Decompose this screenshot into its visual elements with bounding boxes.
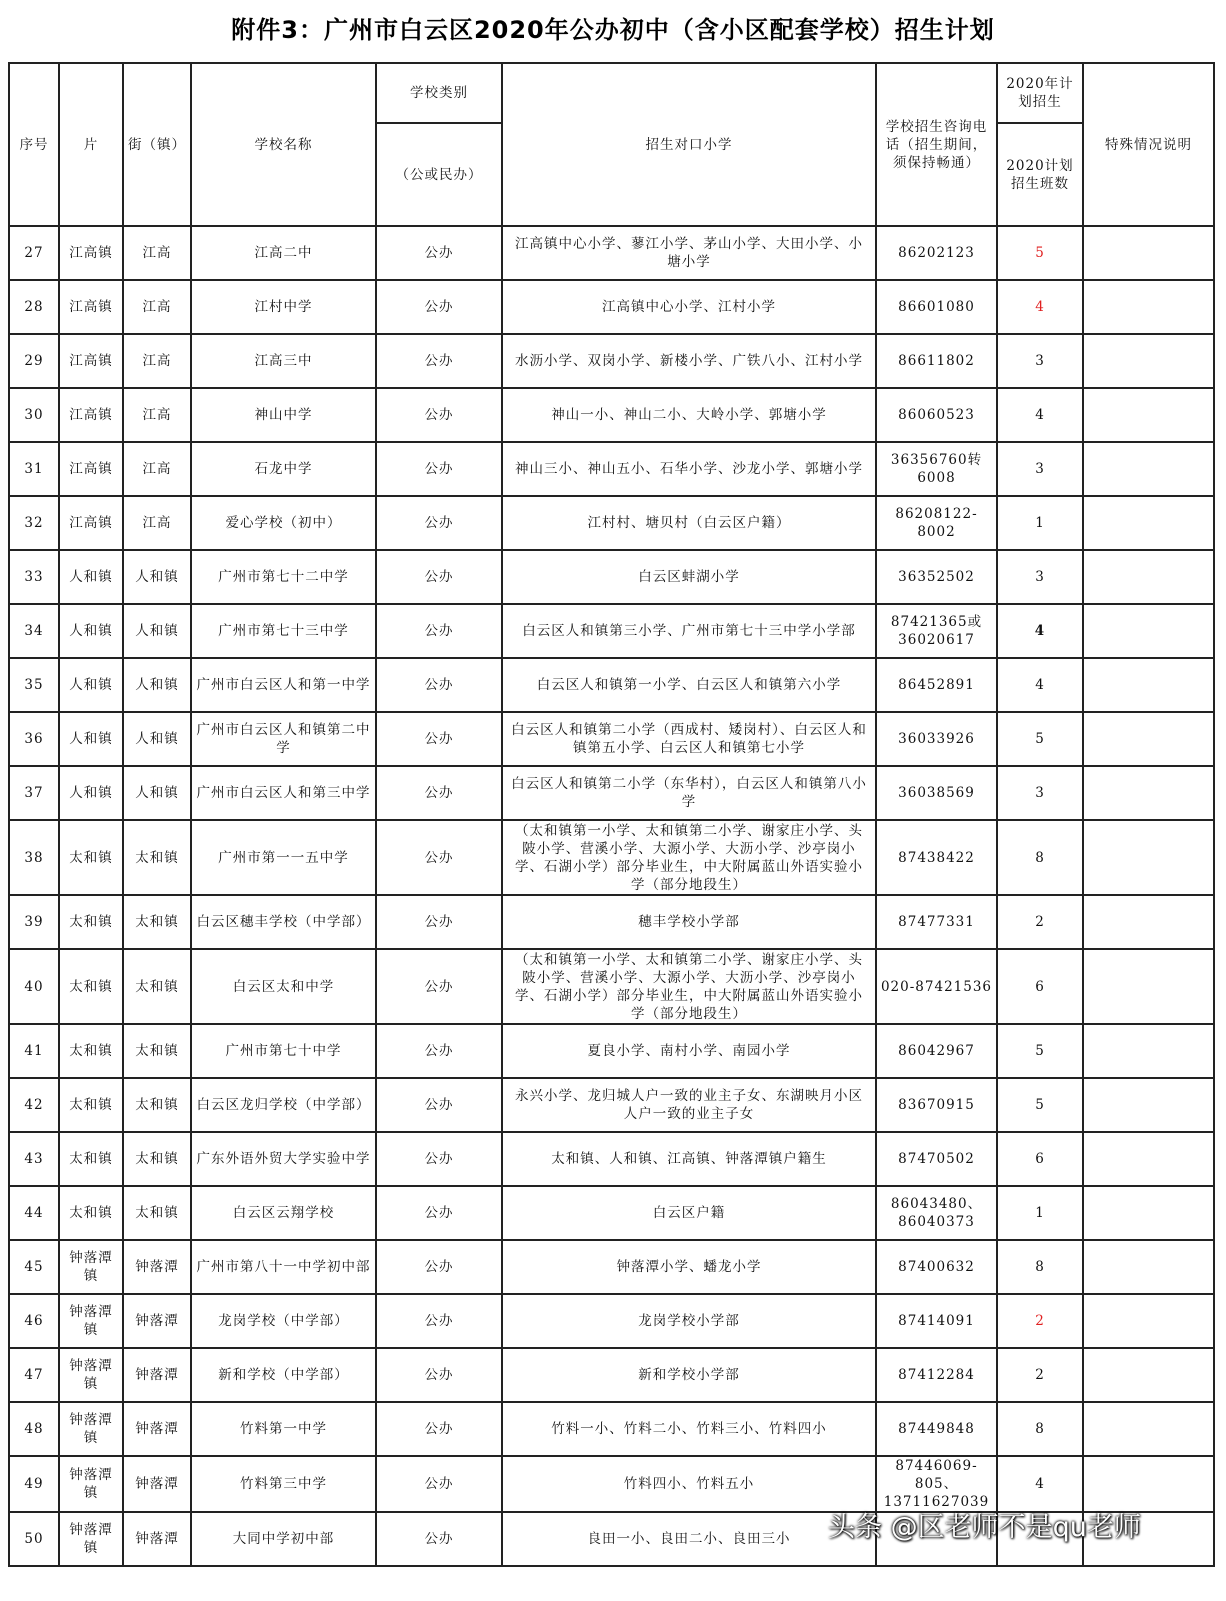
cell-street: 江高 (123, 442, 191, 496)
cell-school-name: 竹料第三中学 (191, 1456, 376, 1512)
cell-street: 太和镇 (123, 820, 191, 895)
cell-feeder: 钟落潭小学、蟠龙小学 (502, 1240, 876, 1294)
cell-school-type: 公办 (376, 895, 502, 949)
cell-note (1083, 1024, 1214, 1078)
table-row (9, 1294, 1214, 1348)
cell-classes: 3 (997, 766, 1083, 820)
cell-area: 太和镇 (59, 1186, 123, 1240)
cell-classes: 4 (997, 604, 1083, 658)
cell-phone: 87414091 (876, 1294, 997, 1348)
cell-phone: 86060523 (876, 388, 997, 442)
header-notes: 特殊情况说明 (1083, 63, 1214, 226)
cell-school-type: 公办 (376, 949, 502, 1024)
cell-school-name: 白云区云翔学校 (191, 1186, 376, 1240)
cell-phone: 86611802 (876, 334, 997, 388)
cell-feeder: 江高镇中心小学、蓼江小学、茅山小学、大田小学、小塘小学 (502, 226, 876, 280)
cell-school-name: 江村中学 (191, 280, 376, 334)
cell-phone: 86601080 (876, 280, 997, 334)
cell-street: 人和镇 (123, 766, 191, 820)
cell-classes: 4 (997, 1456, 1083, 1512)
table-row (9, 604, 1214, 658)
cell-area: 江高镇 (59, 388, 123, 442)
cell-feeder: 江高镇中心小学、江村小学 (502, 280, 876, 334)
table-row (9, 388, 1214, 442)
cell-school-name: 白云区龙归学校（中学部） (191, 1078, 376, 1132)
header-phone: 学校招生咨询电话（招生期间，须保持畅通） (876, 63, 997, 226)
cell-classes: 8 (997, 820, 1083, 895)
cell-school-type: 公办 (376, 550, 502, 604)
cell-school-type: 公办 (376, 820, 502, 895)
cell-school-type: 公办 (376, 1294, 502, 1348)
cell-phone: 87421365或36020617 (876, 604, 997, 658)
cell-feeder: 竹料一小、竹料二小、竹料三小、竹料四小 (502, 1402, 876, 1456)
cell-school-type: 公办 (376, 1186, 502, 1240)
cell-seq: 27 (9, 226, 59, 280)
cell-street: 江高 (123, 496, 191, 550)
cell-school-type: 公办 (376, 496, 502, 550)
cell-area: 太和镇 (59, 1078, 123, 1132)
cell-phone: 36356760转6008 (876, 442, 997, 496)
header-school-type-sub: （公或民办） (376, 123, 502, 226)
cell-seq: 39 (9, 895, 59, 949)
cell-school-type: 公办 (376, 226, 502, 280)
cell-feeder: （太和镇第一小学、太和镇第二小学、谢家庄小学、头陂小学、营溪小学、大源小学、大沥小学、沙亭岗小学、石湖小学）部分毕业生，中大附属蓝山外语实验小学（部分地段生） (502, 949, 876, 1024)
cell-seq: 33 (9, 550, 59, 604)
header-plan: 2020年计划招生 (997, 63, 1083, 123)
cell-feeder: 竹料四小、竹料五小 (502, 1456, 876, 1512)
table-row (9, 1078, 1214, 1132)
header-seq: 序号 (9, 63, 59, 226)
cell-classes: 3 (997, 550, 1083, 604)
cell-area: 人和镇 (59, 550, 123, 604)
cell-school-type: 公办 (376, 1132, 502, 1186)
cell-seq: 38 (9, 820, 59, 895)
cell-seq: 37 (9, 766, 59, 820)
cell-phone: 87470502 (876, 1132, 997, 1186)
table-row (9, 1240, 1214, 1294)
cell-feeder: 良田一小、良田二小、良田三小 (502, 1512, 876, 1566)
cell-street: 江高 (123, 226, 191, 280)
cell-note (1083, 1186, 1214, 1240)
cell-street: 钟落潭 (123, 1456, 191, 1512)
cell-area: 江高镇 (59, 442, 123, 496)
cell-classes: 4 (997, 658, 1083, 712)
cell-street: 太和镇 (123, 1186, 191, 1240)
cell-area: 钟落潭镇 (59, 1348, 123, 1402)
cell-note (1083, 1240, 1214, 1294)
cell-note (1083, 895, 1214, 949)
cell-classes: 2 (997, 1294, 1083, 1348)
cell-school-type: 公办 (376, 1078, 502, 1132)
cell-classes: 4 (997, 280, 1083, 334)
cell-area: 太和镇 (59, 949, 123, 1024)
cell-street: 钟落潭 (123, 1240, 191, 1294)
cell-school-type: 公办 (376, 658, 502, 712)
table-row (9, 442, 1214, 496)
cell-feeder: 江村村、塘贝村（白云区户籍） (502, 496, 876, 550)
cell-school-name: 爱心学校（初中） (191, 496, 376, 550)
cell-school-name: 广州市白云区人和第三中学 (191, 766, 376, 820)
cell-phone: 87438422 (876, 820, 997, 895)
cell-phone: 86208122-8002 (876, 496, 997, 550)
cell-school-type: 公办 (376, 334, 502, 388)
cell-phone: 86043480、86040373 (876, 1186, 997, 1240)
cell-feeder: 白云区人和镇第一小学、白云区人和镇第六小学 (502, 658, 876, 712)
cell-seq: 48 (9, 1402, 59, 1456)
cell-school-type: 公办 (376, 1456, 502, 1512)
page-title: 附件3：广州市白云区2020年公办初中（含小区配套学校）招生计划 (231, 16, 995, 44)
header-school-name: 学校名称 (191, 63, 376, 226)
cell-seq: 34 (9, 604, 59, 658)
cell-seq: 36 (9, 712, 59, 766)
cell-street: 钟落潭 (123, 1402, 191, 1456)
cell-area: 钟落潭镇 (59, 1294, 123, 1348)
cell-school-name: 新和学校（中学部） (191, 1348, 376, 1402)
cell-street: 太和镇 (123, 949, 191, 1024)
cell-seq: 44 (9, 1186, 59, 1240)
cell-feeder: 白云区蚌湖小学 (502, 550, 876, 604)
cell-phone: 87400632 (876, 1240, 997, 1294)
cell-feeder: 龙岗学校小学部 (502, 1294, 876, 1348)
cell-feeder: 神山三小、神山五小、石华小学、沙龙小学、郭塘小学 (502, 442, 876, 496)
cell-seq: 29 (9, 334, 59, 388)
cell-note (1083, 1402, 1214, 1456)
cell-seq: 28 (9, 280, 59, 334)
cell-note (1083, 604, 1214, 658)
cell-classes: 3 (997, 442, 1083, 496)
cell-feeder: 白云区人和镇第二小学（东华村），白云区人和镇第八小学 (502, 766, 876, 820)
cell-school-name: 竹料第一中学 (191, 1402, 376, 1456)
cell-note (1083, 766, 1214, 820)
cell-classes: 1 (997, 1186, 1083, 1240)
header-plan-classes: 2020计划招生班数 (997, 123, 1083, 226)
cell-phone: 36352502 (876, 550, 997, 604)
cell-feeder: 白云区户籍 (502, 1186, 876, 1240)
cell-feeder: （太和镇第一小学、太和镇第二小学、谢家庄小学、头陂小学、营溪小学、大源小学、大沥小学、沙亭岗小学、石湖小学）部分毕业生，中大附属蓝山外语实验小学（部分地段生） (502, 820, 876, 895)
cell-school-name: 广州市第七十二中学 (191, 550, 376, 604)
cell-area: 太和镇 (59, 820, 123, 895)
cell-street: 太和镇 (123, 1024, 191, 1078)
cell-note (1083, 550, 1214, 604)
cell-feeder: 新和学校小学部 (502, 1348, 876, 1402)
cell-school-type: 公办 (376, 280, 502, 334)
cell-street: 太和镇 (123, 1132, 191, 1186)
cell-classes: 5 (997, 1024, 1083, 1078)
table-row (9, 280, 1214, 334)
cell-street: 钟落潭 (123, 1348, 191, 1402)
cell-area: 人和镇 (59, 658, 123, 712)
cell-classes: 5 (997, 226, 1083, 280)
cell-note (1083, 388, 1214, 442)
table-row (9, 334, 1214, 388)
cell-street: 太和镇 (123, 895, 191, 949)
cell-area: 人和镇 (59, 604, 123, 658)
cell-phone: 020-87421536 (876, 949, 997, 1024)
header-school-type: 学校类别 (376, 63, 502, 123)
cell-street: 人和镇 (123, 604, 191, 658)
table-row (9, 1348, 1214, 1402)
cell-feeder: 白云区人和镇第三小学、广州市第七十三中学小学部 (502, 604, 876, 658)
cell-seq: 50 (9, 1512, 59, 1566)
cell-phone: 36033926 (876, 712, 997, 766)
cell-school-name: 大同中学初中部 (191, 1512, 376, 1566)
cell-classes: 6 (997, 949, 1083, 1024)
cell-phone: 87477331 (876, 895, 997, 949)
cell-feeder: 神山一小、神山二小、大岭小学、郭塘小学 (502, 388, 876, 442)
cell-area: 钟落潭镇 (59, 1402, 123, 1456)
cell-note (1083, 442, 1214, 496)
table-row (9, 712, 1214, 766)
cell-seq: 46 (9, 1294, 59, 1348)
cell-note (1083, 820, 1214, 895)
cell-seq: 41 (9, 1024, 59, 1078)
cell-feeder: 太和镇、人和镇、江高镇、钟落潭镇户籍生 (502, 1132, 876, 1186)
watermark-text: 头条 @区老师不是qu老师 (828, 1512, 1141, 1543)
cell-school-name: 江高二中 (191, 226, 376, 280)
cell-street: 钟落潭 (123, 1294, 191, 1348)
cell-note (1083, 1294, 1214, 1348)
cell-note (1083, 496, 1214, 550)
cell-area: 江高镇 (59, 280, 123, 334)
cell-school-name: 江高三中 (191, 334, 376, 388)
cell-seq: 35 (9, 658, 59, 712)
cell-seq: 42 (9, 1078, 59, 1132)
table-row (9, 550, 1214, 604)
cell-seq: 31 (9, 442, 59, 496)
cell-street: 太和镇 (123, 1078, 191, 1132)
cell-classes: 2 (997, 1348, 1083, 1402)
cell-street: 江高 (123, 280, 191, 334)
cell-note (1083, 1348, 1214, 1402)
cell-note (1083, 334, 1214, 388)
cell-street: 人和镇 (123, 658, 191, 712)
cell-note (1083, 658, 1214, 712)
cell-phone: 36038569 (876, 766, 997, 820)
cell-school-type: 公办 (376, 712, 502, 766)
cell-seq: 43 (9, 1132, 59, 1186)
cell-school-name: 白云区太和中学 (191, 949, 376, 1024)
header-area: 片 (59, 63, 123, 226)
cell-phone: 86202123 (876, 226, 997, 280)
cell-phone: 83670915 (876, 1078, 997, 1132)
cell-area: 江高镇 (59, 226, 123, 280)
cell-classes: 1 (997, 496, 1083, 550)
cell-school-type: 公办 (376, 1512, 502, 1566)
cell-phone: 86042967 (876, 1024, 997, 1078)
cell-street: 人和镇 (123, 712, 191, 766)
cell-school-type: 公办 (376, 1402, 502, 1456)
cell-street: 人和镇 (123, 550, 191, 604)
cell-feeder: 白云区人和镇第二小学（西成村、矮岗村）、白云区人和镇第五小学、白云区人和镇第七小学 (502, 712, 876, 766)
cell-seq: 40 (9, 949, 59, 1024)
cell-school-name: 石龙中学 (191, 442, 376, 496)
table-row (9, 820, 1214, 895)
cell-school-name: 广州市第七十中学 (191, 1024, 376, 1078)
enrollment-table (8, 62, 1215, 1567)
cell-classes: 8 (997, 1402, 1083, 1456)
cell-school-type: 公办 (376, 1024, 502, 1078)
cell-note (1083, 949, 1214, 1024)
cell-seq: 30 (9, 388, 59, 442)
cell-note (1083, 1078, 1214, 1132)
cell-area: 江高镇 (59, 334, 123, 388)
cell-note (1083, 712, 1214, 766)
table-row (9, 1402, 1214, 1456)
cell-classes: 2 (997, 895, 1083, 949)
cell-feeder: 穗丰学校小学部 (502, 895, 876, 949)
table-body (9, 63, 1214, 1566)
cell-school-name: 广州市白云区人和第一中学 (191, 658, 376, 712)
cell-school-name: 广州市第七十三中学 (191, 604, 376, 658)
cell-area: 江高镇 (59, 496, 123, 550)
cell-street: 钟落潭 (123, 1512, 191, 1566)
cell-school-type: 公办 (376, 604, 502, 658)
cell-school-type: 公办 (376, 1240, 502, 1294)
cell-seq: 32 (9, 496, 59, 550)
cell-school-type: 公办 (376, 388, 502, 442)
cell-area: 太和镇 (59, 1024, 123, 1078)
cell-area: 人和镇 (59, 766, 123, 820)
cell-note (1083, 280, 1214, 334)
cell-seq: 45 (9, 1240, 59, 1294)
header-feeder: 招生对口小学 (502, 63, 876, 226)
cell-classes: 4 (997, 388, 1083, 442)
cell-school-type: 公办 (376, 766, 502, 820)
cell-area: 钟落潭镇 (59, 1456, 123, 1512)
cell-classes: 5 (997, 1078, 1083, 1132)
table-row (9, 496, 1214, 550)
cell-area: 太和镇 (59, 895, 123, 949)
table-row (9, 1186, 1214, 1240)
table-row (9, 1456, 1214, 1512)
cell-school-name: 白云区穗丰学校（中学部） (191, 895, 376, 949)
header-street: 街（镇） (123, 63, 191, 226)
cell-feeder: 永兴小学、龙归城人户一致的业主子女、东湖映月小区人户一致的业主子女 (502, 1078, 876, 1132)
cell-school-name: 龙岗学校（中学部） (191, 1294, 376, 1348)
header-row (9, 63, 1214, 123)
cell-street: 江高 (123, 388, 191, 442)
cell-school-name: 广州市第一一五中学 (191, 820, 376, 895)
cell-phone: 86452891 (876, 658, 997, 712)
cell-note (1083, 226, 1214, 280)
cell-seq: 49 (9, 1456, 59, 1512)
cell-area: 钟落潭镇 (59, 1512, 123, 1566)
cell-phone: 87446069-805、13711627039 (876, 1456, 997, 1512)
cell-school-name: 广州市第八十一中学初中部 (191, 1240, 376, 1294)
table-row (9, 658, 1214, 712)
table-row (9, 226, 1214, 280)
cell-area: 钟落潭镇 (59, 1240, 123, 1294)
cell-classes: 6 (997, 1132, 1083, 1186)
cell-classes: 5 (997, 712, 1083, 766)
cell-feeder: 水沥小学、双岗小学、新楼小学、广铁八小、江村小学 (502, 334, 876, 388)
cell-school-name: 广东外语外贸大学实验中学 (191, 1132, 376, 1186)
cell-phone: 87449848 (876, 1402, 997, 1456)
cell-area: 太和镇 (59, 1132, 123, 1186)
cell-classes: 8 (997, 1240, 1083, 1294)
cell-feeder: 夏良小学、南村小学、南园小学 (502, 1024, 876, 1078)
table-row (9, 1024, 1214, 1078)
cell-note (1083, 1132, 1214, 1186)
table-row (9, 1132, 1214, 1186)
cell-school-type: 公办 (376, 1348, 502, 1402)
cell-street: 江高 (123, 334, 191, 388)
cell-phone: 87412284 (876, 1348, 997, 1402)
table-row (9, 949, 1214, 1024)
cell-school-name: 广州市白云区人和镇第二中学 (191, 712, 376, 766)
cell-area: 人和镇 (59, 712, 123, 766)
cell-school-name: 神山中学 (191, 388, 376, 442)
cell-school-type: 公办 (376, 442, 502, 496)
cell-classes: 3 (997, 334, 1083, 388)
table-row (9, 895, 1214, 949)
cell-note (1083, 1456, 1214, 1512)
cell-seq: 47 (9, 1348, 59, 1402)
table-row (9, 766, 1214, 820)
